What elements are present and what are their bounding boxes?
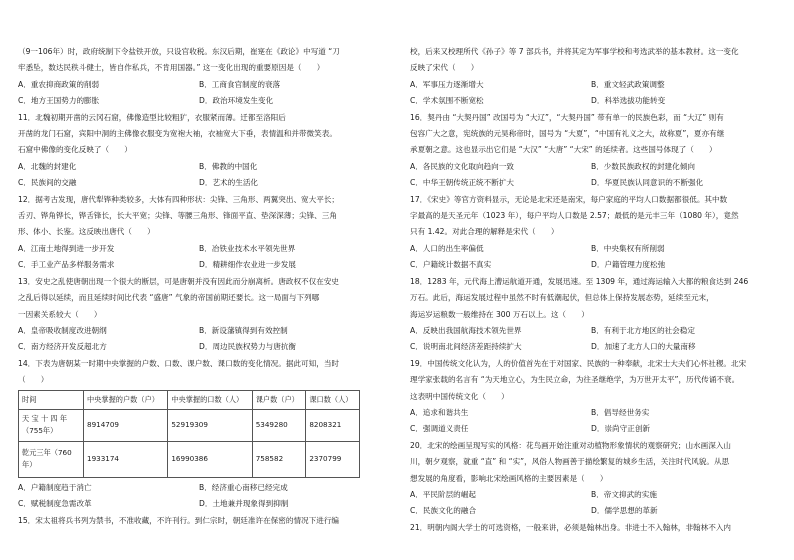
option-b: B．有利于北方地区的社会稳定: [591, 325, 695, 335]
answer-options: [410, 257, 772, 273]
question-20-text: 20．北宋的绘画呈现写实的风格：花鸟画开始注重对动植物形象情状的观察研究；山水画深入山: [410, 440, 732, 450]
option-b: B．新设藩镇得到有效控制: [199, 325, 288, 335]
table-cell: 758582: [252, 441, 306, 477]
time-cell: [19, 441, 84, 477]
question-11-text: 11．北魏初期开凿的云冈石窟，佛像造型比较粗犷，衣服紧而薄。迁都至洛阳后: [18, 112, 286, 122]
option-a: A．人口的出生率偏低: [410, 243, 484, 253]
answer-options: [18, 480, 380, 496]
question-19-text: 这表明中国传统文化（ ）: [410, 391, 509, 401]
option-d: D．土地兼并现象得到抑制: [199, 499, 289, 509]
answer-options: [18, 159, 380, 175]
option-d: D．政治环境发生变化: [199, 96, 274, 106]
option-d: D．崇尚守正创新: [591, 424, 651, 434]
option-a: A．皇帝吸收制度改进朝纲: [18, 325, 107, 335]
question-12-text: 舌刃、铧角铧长，铧舌锋长，长大平宽；尖锋、等腰三角形、锋面平直、垫深深薄；尖锋、三角: [18, 211, 337, 221]
answer-options: [18, 77, 380, 93]
left-column: [18, 44, 380, 529]
answer-options: [410, 159, 772, 175]
answer-options: [410, 487, 772, 503]
table-row: [19, 441, 360, 477]
question-17-text: 只有 1.42。对此合理的解释是宋代（ ）: [410, 227, 559, 237]
table-cell: 8914709: [84, 409, 168, 441]
question-15-text: 反映了宋代（ ）: [410, 63, 479, 73]
option-a: A．重农抑商政策的削弱: [18, 79, 100, 89]
option-b: B．工商食官制度的衰落: [199, 79, 281, 89]
table-cell: 16990386: [168, 441, 252, 477]
option-b: B．佛教的中国化: [199, 161, 258, 171]
answer-options: [410, 93, 772, 109]
table-header: 中央掌握的户数（户）: [84, 390, 168, 409]
option-c: C．民族文化的融合: [410, 506, 477, 516]
option-c: C．中华王朝传统正统不断扩大: [410, 178, 515, 188]
answer-options: [18, 93, 380, 109]
question-11-text: 石窟中佛像的变化反映了（ ）: [18, 145, 132, 155]
answer-options: [18, 496, 380, 512]
option-c: C．南方经济开发反超北方: [18, 342, 107, 352]
question-17-text: 字最高的是天圣元年（1023 年），每户平均人口数是 2.57；最低的是元丰三年（1080 年），竟然: [410, 211, 739, 221]
option-d: D．周边民族权势力与唐抗衡: [199, 342, 296, 352]
option-c: C．强调道义责任: [410, 424, 469, 434]
question-18-text: 海运岁运粮数一般维持在 300 万石以上。这（ ）: [410, 309, 589, 319]
option-d: D．户籍管理力度松弛: [591, 260, 666, 270]
table-header: 课口数（人）: [306, 390, 360, 409]
answer-options: [410, 175, 772, 191]
table-header: 中央掌握的口数（人）: [168, 390, 252, 409]
option-a: A．北魏的封建化: [18, 161, 77, 171]
answer-options: [410, 241, 772, 257]
question-19-text: 19．中国传统文化认为，人的价值首先在于对国家、民族的一种奉献，北宋士大夫们心怀社稷。北宋: [410, 358, 747, 368]
option-d: D．艺术的生活化: [199, 178, 259, 188]
option-c: C．户籍统计数据不真实: [410, 260, 492, 270]
right-column: [410, 44, 772, 536]
answer-options: [18, 257, 380, 273]
question-14-text: （ ）: [18, 375, 49, 385]
option-d: D．科举选拔功能转变: [591, 96, 666, 106]
answer-options: [410, 77, 772, 93]
option-d: D．精耕细作农业进一步发展: [199, 260, 296, 270]
answer-options: [18, 175, 380, 191]
table-row: [19, 409, 360, 441]
question-15-text: 15．宋太祖将兵书列为禁书，不准收藏，不许刊行。到仁宗时，朝廷准许在保密的情况下进行编: [18, 515, 340, 525]
table-header: 时间: [19, 390, 84, 409]
option-d: D．加速了北方人口的大量南移: [591, 342, 696, 352]
option-b: B．经济重心南移已经完成: [199, 482, 288, 492]
question-15-text: 校，后来又校理所代《孙子》等 7 部兵书，并将其定为军事学校和考选武举的基本教材。这一变化: [410, 47, 739, 56]
answer-options: [18, 241, 380, 257]
question-text: （9一106年）时，政府统制下令盐铁开放，只设官收税。东汉后期，崔寔在《政论》中写道 “刀: [18, 47, 340, 56]
option-b: B．帝文抑武的实施: [591, 489, 657, 499]
option-c: C．学术氛围不断宽松: [410, 96, 484, 106]
option-b: B．倡导经世务实: [591, 407, 650, 417]
option-c: C．地方王国势力的膨胀: [18, 96, 100, 106]
question-11-text: 开凿的龙门石窟，宾阳中洞的主佛像衣服变为宽袍大袖，衣袖宽大下垂，表情温和并带微笑表。: [18, 129, 337, 139]
question-text: 牢悉坠，数达民秩斗健士，皆自作私兵，不肯用国器。” 这一变化出现的重要原因是（ ）: [18, 63, 325, 73]
option-a: A．平民阶层的崛起: [410, 489, 476, 499]
answer-options: [18, 339, 380, 355]
question-20-text: 川，朝夕观察，就重 “直” 和 “实”，风俗人物画善于描绘繁复的城乡生活，关注时代风貌。从思: [410, 457, 730, 467]
option-c: C．民族间的交融: [18, 178, 77, 188]
time-line: 年）: [22, 460, 37, 470]
question-13-text: 之乱后得以延续，而且延续时间比代表 “盛唐” 气象的帝国前期还要长。这一局面与下列哪: [18, 293, 320, 303]
option-a: A．反映出我国航海技术领先世界: [410, 325, 522, 335]
table-cell: 5349280: [252, 409, 306, 441]
table-cell: 8208321: [306, 409, 360, 441]
option-a: A．追求和谐共生: [410, 407, 469, 417]
table-cell: 1933174: [84, 441, 168, 477]
answer-options: [18, 323, 380, 339]
question-13-text: 一因素关系较大（ ）: [18, 309, 102, 319]
question-14-text: 14．下表为唐朝某一时期中央掌握的户数、口数、课户数、课口数的变化情况。据此可知，当时: [18, 358, 340, 368]
question-16-text: 包容广大之意，宪统族的元昊称帝时，国号为 “大夏”，“中国有礼义之大，故称夏”，夏亦有继: [410, 129, 725, 139]
question-12-text: 形、体小、长鉴。这反映出唐代（ ）: [18, 227, 155, 237]
answer-options: [410, 405, 772, 421]
time-line: （755年）: [22, 426, 58, 436]
answer-options: [410, 323, 772, 339]
option-a: A．江南土地得到进一步开发: [18, 243, 115, 253]
question-16-text: 16．契丹由 “大契丹国” 改国号为 “大辽”，“大契丹国” 带有单一的民族色彩，而 “大辽” 则有: [410, 112, 724, 122]
option-c: C．手工业产品多样服务需求: [18, 260, 115, 270]
question-13-text: 13．安史之乱使唐朝出现一个很大的断层，可是唐朝并没有因此而分崩离析。唐政权不仅在安史: [18, 276, 340, 286]
option-c: C．赋税制度急需改革: [18, 499, 92, 509]
question-12-text: 12．据考古发现，唐代犁铧种类较多，大体有四种形状：尖锋、三角形、两翼突出、宽大平长；: [18, 194, 340, 204]
answer-options: [410, 503, 772, 519]
time-line: 乾元三年（760: [22, 448, 72, 458]
answer-options: [410, 421, 772, 437]
table-cell: 52919309: [168, 409, 252, 441]
question-19-text: 理学家张载的名言有 “为天地立心，为生民立命，为往圣继绝学，为万世开太平”，历代传诵不衰。: [410, 375, 740, 385]
option-b: B．少数民族政权的封建化倾向: [591, 161, 695, 171]
population-table: [18, 390, 360, 478]
table-header-row: [19, 390, 360, 409]
option-a: A．户籍制度趋于消亡: [18, 482, 92, 492]
question-18-text: 18．1283 年，元代海上漕运航道开通，发展迅速。至 1309 年，通过海运输入大都的粮食达到 246: [410, 276, 749, 286]
option-b: B．中央集权有所削弱: [591, 243, 665, 253]
option-a: A．各民族的文化取向趋向一致: [410, 161, 514, 171]
table-cell: 2370799: [306, 441, 360, 477]
question-16-text: 承夏朝之意。这也显示出它们是 “大汉” “大唐” “大宋” 的延续者。这些国号体现了（ ）: [410, 145, 717, 155]
answer-options: [410, 339, 772, 355]
question-17-text: 17．《宋史》等官方资料显示，无论是北宋还是南宋，每户家庭的平均人口数据都很低。其中数: [410, 194, 728, 204]
question-21-text: 21．明朝内阁大学士的可选资格，一般来讲，必须是翰林出身。非进士不入翰林，非翰林不入内: [410, 522, 732, 532]
option-a: A．军事压力逐渐增大: [410, 79, 484, 89]
time-line: 天 宝 十 四 年: [22, 414, 68, 424]
option-d: D．儒学思想的革新: [591, 506, 658, 516]
option-d: D．华夏民族认同意识的不断强化: [591, 178, 704, 188]
option-c: C．说明南北间经济差距持续扩大: [410, 342, 522, 352]
question-20-text: 想发展的角度看，影响北宋绘画风格的主要因素是（ ）: [410, 473, 608, 483]
question-18-text: 万石。此后，海运发展过程中虽然不时有低潮起伏，但总体上保持发展态势，延续至元末，: [410, 293, 714, 303]
option-b: B．重文轻武政策调整: [591, 79, 665, 89]
time-cell: [19, 409, 84, 441]
option-b: B．冶铁业技术水平领先世界: [199, 243, 296, 253]
table-header: 课户数（户）: [252, 390, 306, 409]
